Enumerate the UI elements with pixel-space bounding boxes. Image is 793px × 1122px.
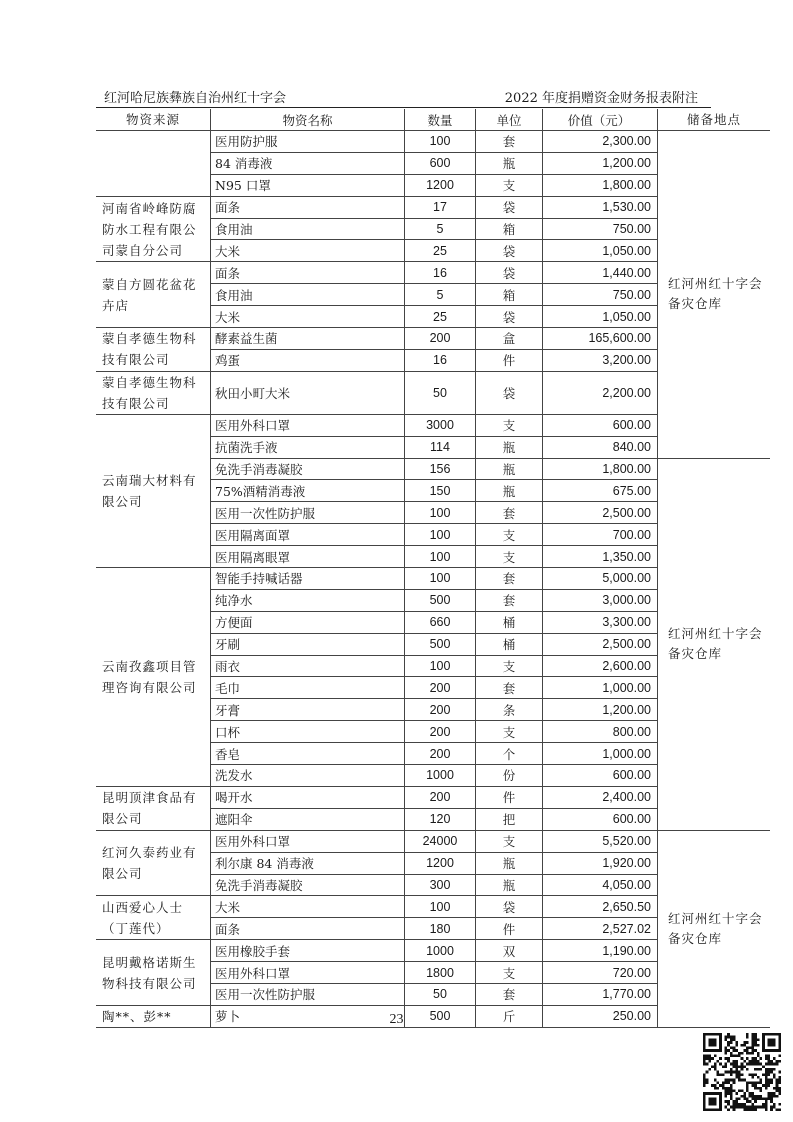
cell-quantity: 50: [405, 983, 476, 1005]
cell-value: 2,300.00: [543, 131, 658, 153]
cell-value: 1,350.00: [543, 546, 658, 568]
cell-quantity: 24000: [405, 830, 476, 852]
cell-unit: 瓶: [476, 852, 543, 874]
col-header-value: 价值（元）: [543, 109, 658, 131]
cell-unit: 套: [476, 131, 543, 153]
cell-value: 800.00: [543, 721, 658, 743]
cell-storage-location: 红河州红十字会备灾仓库: [658, 458, 771, 830]
table-row: [96, 131, 770, 153]
cell-item-name: 酵素益生菌: [211, 328, 405, 350]
cell-item-name: 大米: [211, 306, 405, 328]
table-row: [96, 830, 770, 852]
cell-item-name: 雨衣: [211, 655, 405, 677]
cell-value: 1,000.00: [543, 743, 658, 765]
cell-item-name: 毛巾: [211, 677, 405, 699]
cell-quantity: 1000: [405, 940, 476, 962]
cell-quantity: 600: [405, 152, 476, 174]
cell-unit: 支: [476, 414, 543, 436]
cell-unit: 套: [476, 568, 543, 590]
cell-item-name: 面条: [211, 918, 405, 940]
cell-source: 蒙自方圆花盆花卉店: [96, 262, 211, 328]
col-header-location: 储备地点: [658, 109, 771, 131]
cell-value: 1,190.00: [543, 940, 658, 962]
cell-quantity: 200: [405, 677, 476, 699]
cell-unit: 条: [476, 699, 543, 721]
cell-quantity: 500: [405, 589, 476, 611]
cell-quantity: 50: [405, 371, 476, 414]
cell-value: 3,300.00: [543, 611, 658, 633]
cell-item-name: 利尔康 84 消毒液: [211, 852, 405, 874]
cell-item-name: 食用油: [211, 284, 405, 306]
cell-quantity: 180: [405, 918, 476, 940]
cell-value: 600.00: [543, 808, 658, 830]
cell-value: 1,000.00: [543, 677, 658, 699]
cell-source: 红河久泰药业有限公司: [96, 830, 211, 896]
cell-value: 700.00: [543, 524, 658, 546]
cell-source: 蒙自孝德生物科技有限公司: [96, 328, 211, 372]
cell-quantity: 25: [405, 240, 476, 262]
cell-unit: 瓶: [476, 480, 543, 502]
cell-value: 5,000.00: [543, 568, 658, 590]
cell-item-name: 喝开水: [211, 786, 405, 808]
table-body: [96, 131, 770, 1028]
cell-value: 165,600.00: [543, 328, 658, 350]
cell-quantity: 200: [405, 328, 476, 350]
cell-quantity: 500: [405, 1005, 476, 1027]
cell-unit: 支: [476, 830, 543, 852]
cell-value: 1,800.00: [543, 458, 658, 480]
cell-quantity: 1200: [405, 174, 476, 196]
cell-quantity: 120: [405, 808, 476, 830]
cell-item-name: 面条: [211, 196, 405, 218]
cell-value: 250.00: [543, 1005, 658, 1027]
cell-unit: 袋: [476, 262, 543, 284]
cell-unit: 份: [476, 765, 543, 787]
donation-table: [96, 109, 770, 1028]
cell-storage-location: 红河州红十字会备灾仓库: [658, 131, 771, 459]
cell-quantity: 5: [405, 218, 476, 240]
cell-item-name: 医用外科口罩: [211, 414, 405, 436]
cell-quantity: 200: [405, 786, 476, 808]
cell-unit: 支: [476, 962, 543, 984]
cell-item-name: N95 口罩: [211, 174, 405, 196]
cell-unit: 袋: [476, 896, 543, 918]
cell-quantity: 25: [405, 306, 476, 328]
cell-source: 昆明顶津食品有限公司: [96, 786, 211, 830]
cell-unit: 斤: [476, 1005, 543, 1027]
cell-value: 1,050.00: [543, 306, 658, 328]
cell-quantity: 100: [405, 655, 476, 677]
cell-unit: 瓶: [476, 874, 543, 896]
cell-value: 3,000.00: [543, 589, 658, 611]
cell-quantity: 3000: [405, 414, 476, 436]
cell-value: 600.00: [543, 765, 658, 787]
cell-unit: 瓶: [476, 436, 543, 458]
cell-value: 2,650.50: [543, 896, 658, 918]
cell-item-name: 牙膏: [211, 699, 405, 721]
cell-unit: 套: [476, 983, 543, 1005]
cell-item-name: 医用防护服: [211, 131, 405, 153]
cell-item-name: 医用外科口罩: [211, 830, 405, 852]
cell-item-name: 面条: [211, 262, 405, 284]
cell-quantity: 660: [405, 611, 476, 633]
cell-value: 750.00: [543, 284, 658, 306]
cell-quantity: 16: [405, 349, 476, 371]
cell-value: 1,920.00: [543, 852, 658, 874]
cell-item-name: 75%酒精消毒液: [211, 480, 405, 502]
cell-unit: 支: [476, 524, 543, 546]
header-title: 2022 年度捐赠资金财务报表附注: [504, 91, 698, 106]
cell-quantity: 200: [405, 699, 476, 721]
cell-unit: 件: [476, 349, 543, 371]
cell-item-name: 萝卜: [211, 1005, 405, 1027]
cell-item-name: 医用隔离眼罩: [211, 546, 405, 568]
col-header-source: 物资来源: [96, 109, 211, 131]
cell-quantity: 200: [405, 743, 476, 765]
cell-unit: 把: [476, 808, 543, 830]
cell-value: 4,050.00: [543, 874, 658, 896]
header-rule: [96, 107, 711, 108]
cell-value: 600.00: [543, 414, 658, 436]
cell-unit: 支: [476, 721, 543, 743]
cell-item-name: 医用一次性防护服: [211, 983, 405, 1005]
cell-quantity: 1000: [405, 765, 476, 787]
cell-value: 675.00: [543, 480, 658, 502]
cell-item-name: 鸡蛋: [211, 349, 405, 371]
cell-quantity: 1200: [405, 852, 476, 874]
cell-source: 河南省岭峰防腐防水工程有限公司蒙自分公司: [96, 196, 211, 262]
cell-unit: 袋: [476, 240, 543, 262]
cell-unit: 个: [476, 743, 543, 765]
cell-unit: 盒: [476, 328, 543, 350]
cell-item-name: 医用一次性防护服: [211, 502, 405, 524]
cell-quantity: 100: [405, 568, 476, 590]
cell-unit: 支: [476, 174, 543, 196]
cell-source: 昆明戴格诺斯生物科技有限公司: [96, 940, 211, 1006]
cell-item-name: 香皂: [211, 743, 405, 765]
cell-item-name: 食用油: [211, 218, 405, 240]
cell-value: 2,200.00: [543, 371, 658, 414]
cell-quantity: 17: [405, 196, 476, 218]
cell-value: 2,500.00: [543, 633, 658, 655]
col-header-name: 物资名称: [211, 109, 405, 131]
cell-quantity: 100: [405, 896, 476, 918]
cell-item-name: 洗发水: [211, 765, 405, 787]
cell-unit: 瓶: [476, 152, 543, 174]
cell-value: 2,500.00: [543, 502, 658, 524]
cell-value: 1,200.00: [543, 152, 658, 174]
cell-quantity: 300: [405, 874, 476, 896]
table-header-row: [96, 109, 770, 131]
cell-quantity: 156: [405, 458, 476, 480]
cell-unit: 箱: [476, 218, 543, 240]
cell-value: 1,530.00: [543, 196, 658, 218]
cell-source: 云南瑞大材料有限公司: [96, 414, 211, 567]
cell-item-name: 纯净水: [211, 589, 405, 611]
cell-quantity: 100: [405, 131, 476, 153]
cell-unit: 套: [476, 677, 543, 699]
cell-storage-location: 红河州红十字会备灾仓库: [658, 830, 771, 1027]
cell-value: 1,770.00: [543, 983, 658, 1005]
cell-value: 720.00: [543, 962, 658, 984]
cell-value: 5,520.00: [543, 830, 658, 852]
cell-unit: 件: [476, 786, 543, 808]
cell-quantity: 114: [405, 436, 476, 458]
cell-unit: 套: [476, 502, 543, 524]
page-number: 23: [389, 1012, 404, 1027]
cell-item-name: 遮阳伞: [211, 808, 405, 830]
cell-item-name: 84 消毒液: [211, 152, 405, 174]
cell-source: [96, 131, 211, 197]
cell-value: 2,600.00: [543, 655, 658, 677]
cell-unit: 袋: [476, 306, 543, 328]
cell-item-name: 免洗手消毒凝胶: [211, 458, 405, 480]
cell-unit: 支: [476, 655, 543, 677]
cell-quantity: 16: [405, 262, 476, 284]
header-org: 红河哈尼族彝族自治州红十字会: [104, 91, 287, 106]
cell-value: 1,440.00: [543, 262, 658, 284]
cell-value: 750.00: [543, 218, 658, 240]
cell-unit: 支: [476, 546, 543, 568]
cell-value: 1,050.00: [543, 240, 658, 262]
cell-quantity: 200: [405, 721, 476, 743]
cell-quantity: 100: [405, 524, 476, 546]
cell-source: 陶**、彭**: [96, 1005, 211, 1027]
cell-item-name: 医用隔离面罩: [211, 524, 405, 546]
cell-item-name: 秋田小町大米: [211, 371, 405, 414]
cell-item-name: 大米: [211, 240, 405, 262]
cell-item-name: 医用外科口罩: [211, 962, 405, 984]
cell-value: 2,527.02: [543, 918, 658, 940]
cell-value: 840.00: [543, 436, 658, 458]
col-header-qty: 数量: [405, 109, 476, 131]
cell-item-name: 口杯: [211, 721, 405, 743]
cell-unit: 瓶: [476, 458, 543, 480]
col-header-unit: 单位: [476, 109, 543, 131]
cell-value: 1,200.00: [543, 699, 658, 721]
cell-item-name: 牙刷: [211, 633, 405, 655]
cell-source: 蒙自孝德生物科技有限公司: [96, 371, 211, 414]
cell-item-name: 方便面: [211, 611, 405, 633]
cell-item-name: 医用橡胶手套: [211, 940, 405, 962]
cell-source: 云南孜鑫项目管理咨询有限公司: [96, 568, 211, 787]
cell-quantity: 500: [405, 633, 476, 655]
cell-quantity: 150: [405, 480, 476, 502]
cell-unit: 套: [476, 589, 543, 611]
cell-value: 1,800.00: [543, 174, 658, 196]
cell-unit: 件: [476, 918, 543, 940]
cell-unit: 桶: [476, 611, 543, 633]
cell-item-name: 免洗手消毒凝胶: [211, 874, 405, 896]
qr-code: [703, 1033, 781, 1111]
cell-item-name: 抗菌洗手液: [211, 436, 405, 458]
cell-unit: 桶: [476, 633, 543, 655]
cell-unit: 袋: [476, 371, 543, 414]
cell-quantity: 5: [405, 284, 476, 306]
cell-quantity: 100: [405, 502, 476, 524]
cell-quantity: 100: [405, 546, 476, 568]
cell-quantity: 1800: [405, 962, 476, 984]
cell-source: 山西爱心人士（丁莲代）: [96, 896, 211, 940]
cell-item-name: 大米: [211, 896, 405, 918]
cell-unit: 双: [476, 940, 543, 962]
cell-unit: 箱: [476, 284, 543, 306]
cell-value: 2,400.00: [543, 786, 658, 808]
cell-unit: 袋: [476, 196, 543, 218]
cell-item-name: 智能手持喊话器: [211, 568, 405, 590]
cell-value: 3,200.00: [543, 349, 658, 371]
